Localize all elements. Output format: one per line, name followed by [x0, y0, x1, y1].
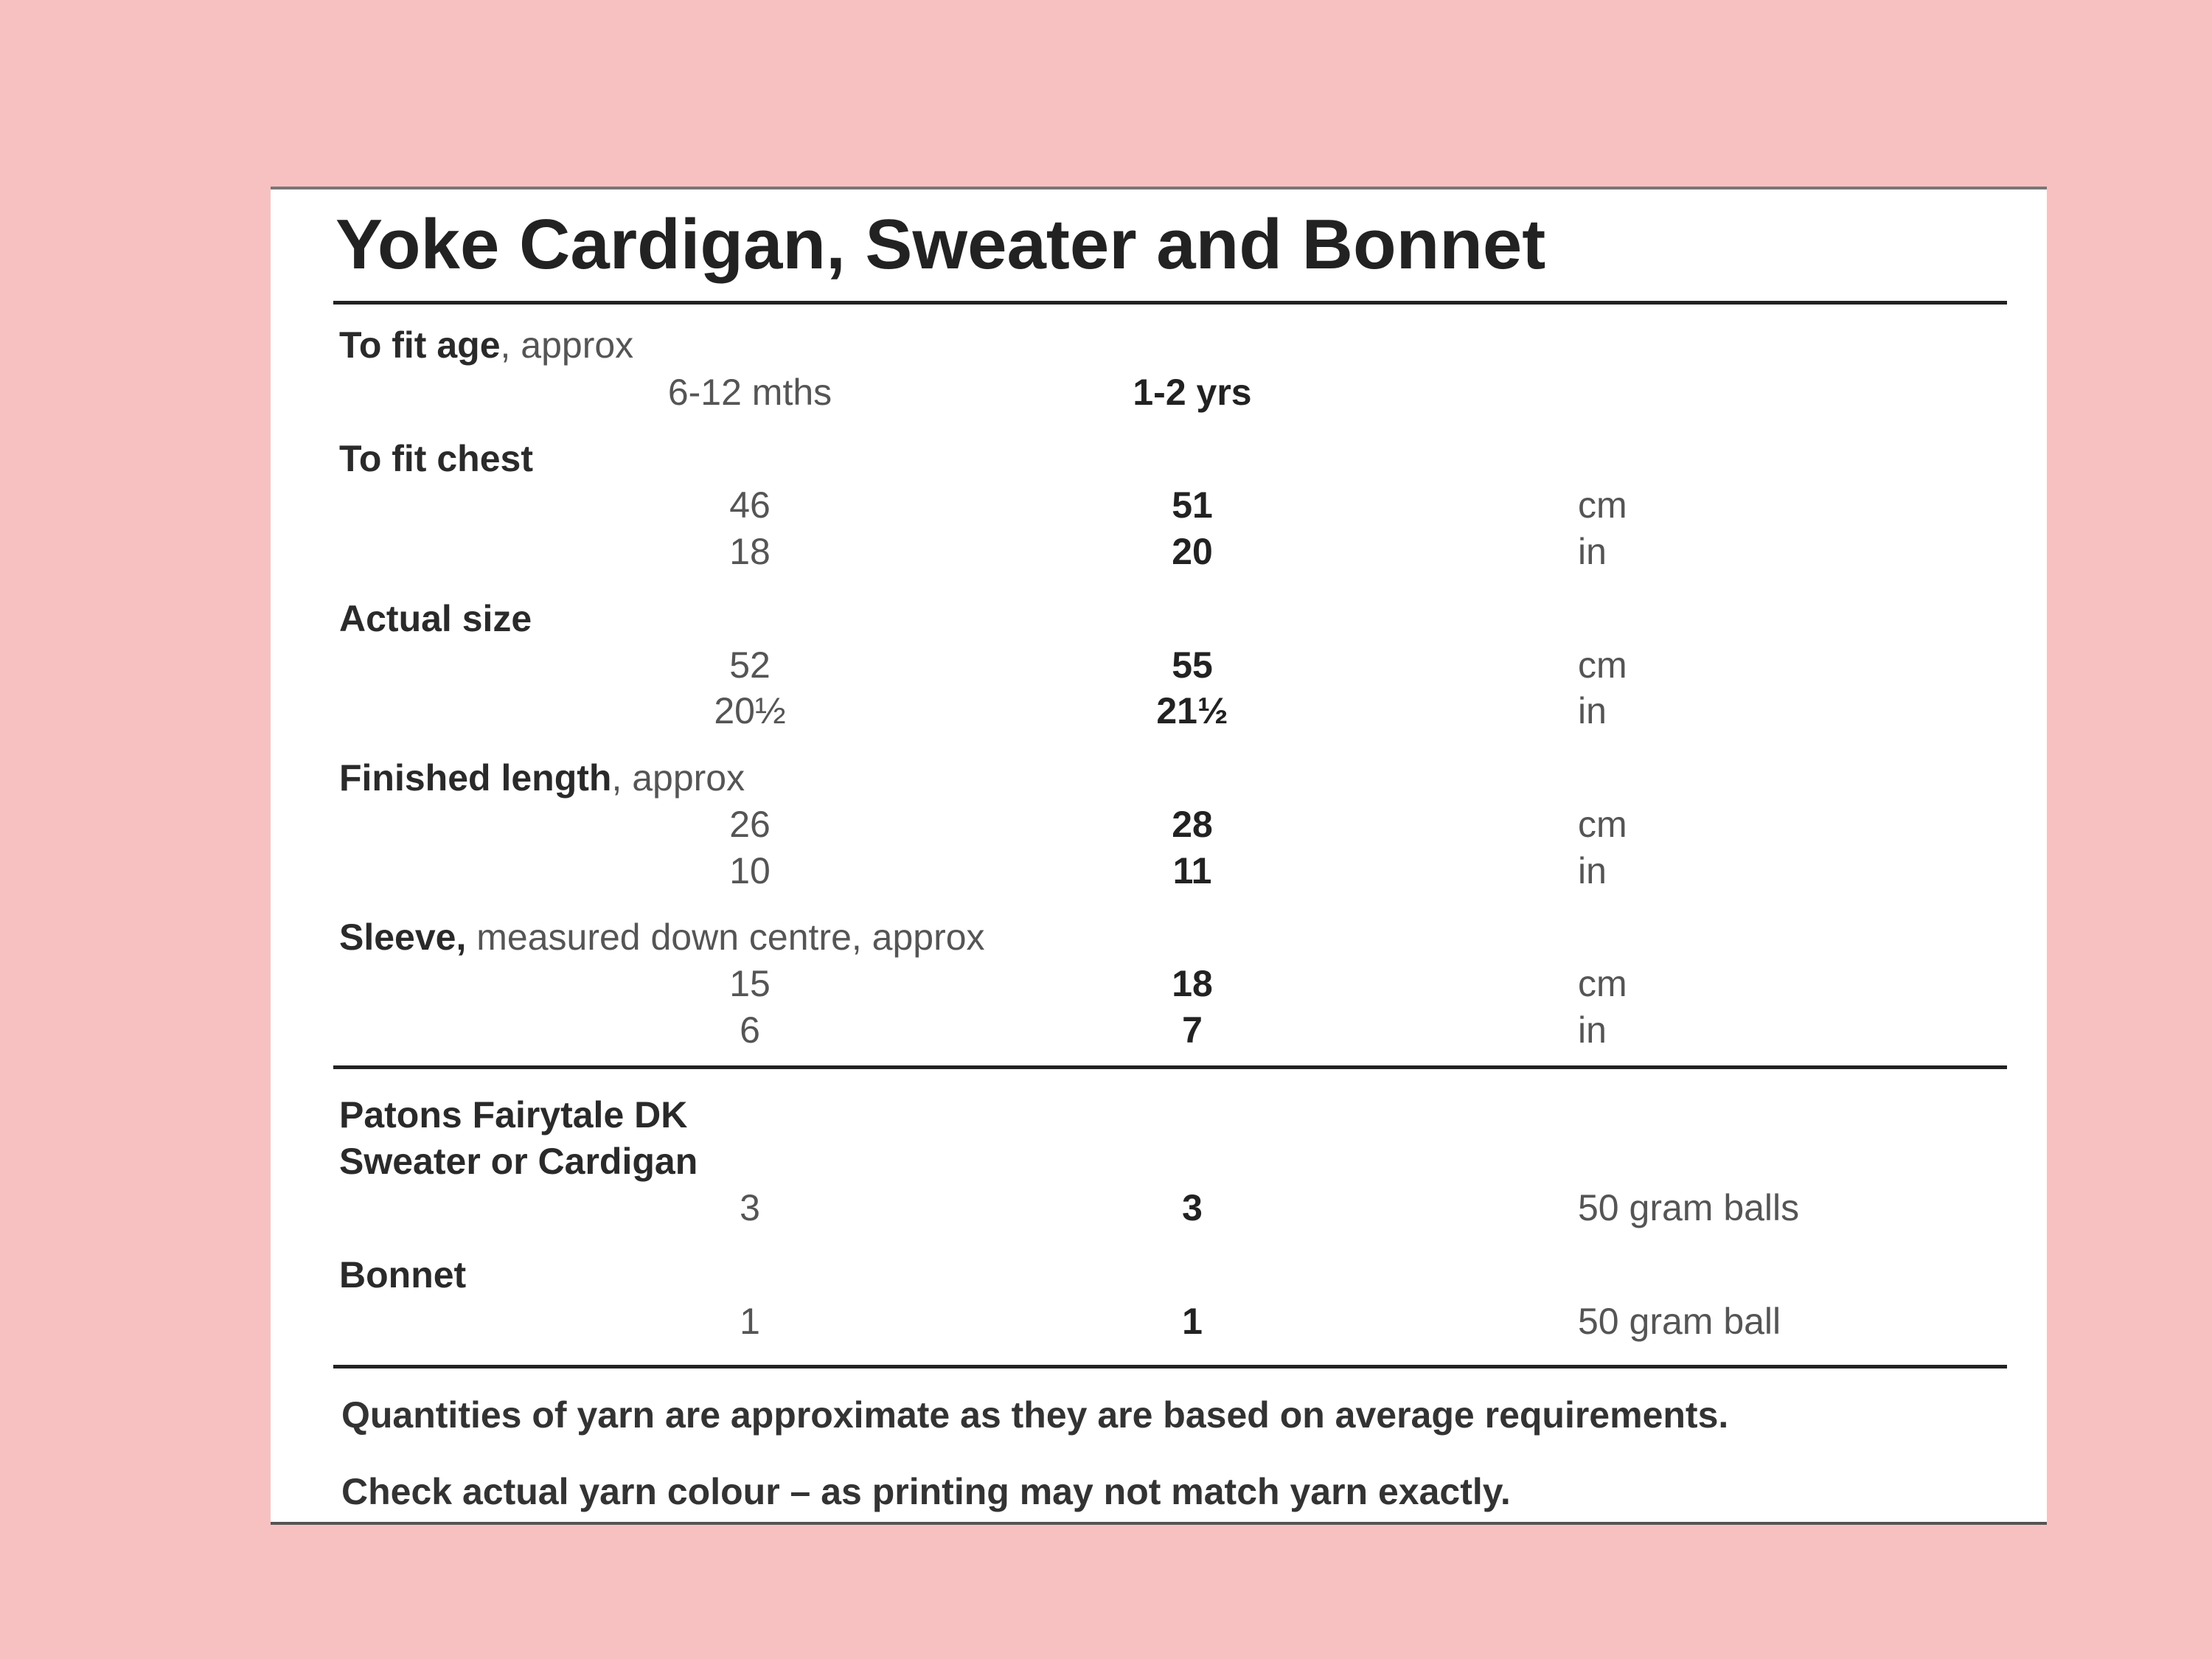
bonnet-balls-size-2: 1: [1182, 1301, 1203, 1342]
actual-in-size-2: 21½: [1156, 690, 1228, 731]
actual-in-size-1: 20½: [714, 690, 786, 731]
yarn-rule: [333, 1365, 2007, 1368]
chest-cm-unit: cm: [1578, 484, 1627, 526]
pattern-title: Yoke Cardigan, Sweater and Bonnet: [335, 205, 1546, 284]
length-suffix: , approx: [611, 757, 745, 799]
sleeve-in-unit: in: [1578, 1009, 1607, 1051]
quantities-note: Quantities of yarn are approximate as they are based on average requirements.: [341, 1394, 1729, 1436]
age-size-1: 6-12 mths: [667, 372, 832, 413]
length-cm-unit: cm: [1578, 804, 1627, 845]
length-cm-size-1: 26: [729, 804, 771, 845]
garment-balls-unit: 50 gram balls: [1578, 1187, 1800, 1228]
length-cm-size-2: 28: [1172, 804, 1213, 845]
age-suffix: , approx: [500, 324, 634, 366]
bonnet-balls-size-1: 1: [740, 1301, 760, 1342]
age-label: To fit age: [339, 324, 501, 366]
chest-cm-size-1: 46: [729, 484, 771, 526]
actual-size-label: Actual size: [339, 598, 532, 639]
age-size-2: 1-2 yrs: [1133, 372, 1252, 413]
length-heading: [339, 757, 745, 799]
chest-in-size-2: 20: [1172, 531, 1213, 572]
garment-balls-size-2: 3: [1182, 1187, 1203, 1228]
sleeve-cm-size-1: 15: [729, 963, 771, 1004]
chest-label: To fit chest: [339, 438, 533, 479]
sleeve-in-size-2: 7: [1182, 1009, 1203, 1051]
chest-cm-size-2: 51: [1172, 484, 1213, 526]
length-in-size-2: 11: [1172, 850, 1212, 891]
title-rule: [333, 301, 2007, 305]
length-in-size-1: 10: [729, 850, 771, 891]
sleeve-cm-unit: cm: [1578, 963, 1627, 1004]
age-heading: [339, 324, 634, 366]
actual-cm-size-2: 55: [1172, 644, 1213, 686]
sleeve-suffix: measured down centre, approx: [466, 917, 985, 958]
chest-in-unit: in: [1578, 531, 1607, 572]
chest-in-size-1: 18: [729, 531, 771, 572]
sleeve-heading: [339, 919, 985, 956]
bonnet-label: Bonnet: [339, 1254, 467, 1295]
pattern-card: [271, 187, 2047, 1525]
actual-cm-size-1: 52: [729, 644, 771, 686]
actual-in-unit: in: [1578, 690, 1607, 731]
length-in-unit: in: [1578, 850, 1607, 891]
length-label: Finished length: [339, 757, 612, 799]
measurements-rule: [333, 1065, 2007, 1069]
bonnet-balls-unit: 50 gram ball: [1578, 1301, 1781, 1342]
colour-note: Check actual yarn colour – as printing may not match yarn exactly.: [341, 1471, 1511, 1512]
sleeve-label: Sleeve,: [339, 917, 467, 958]
garment-balls-size-1: 3: [740, 1187, 760, 1228]
actual-cm-unit: cm: [1578, 644, 1627, 686]
sleeve-in-size-1: 6: [740, 1009, 760, 1051]
yarn-brand: Patons Fairytale DK: [339, 1094, 688, 1135]
sleeve-cm-size-2: 18: [1172, 963, 1213, 1004]
yarn-garment-label: Sweater or Cardigan: [339, 1141, 698, 1182]
